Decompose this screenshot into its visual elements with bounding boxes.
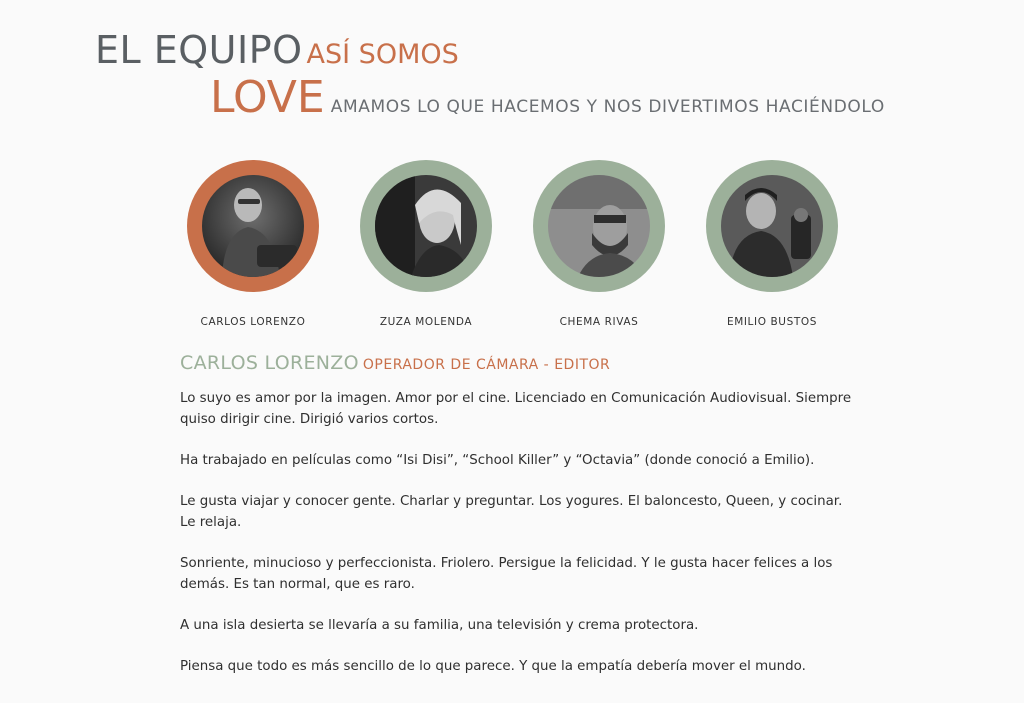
bio-paragraph: Sonriente, minucioso y perfeccionista. Friolero. Persigue la felicidad. Y le gusta hacer felices a los demás. Es tan normal, que es raro.	[180, 556, 833, 592]
profile-role: OPERADOR DE CÁMARA - EDITOR	[362, 357, 611, 373]
avatar-ring[interactable]	[706, 160, 838, 292]
member-name[interactable]: ZUZA MOLENDA	[379, 316, 473, 328]
member-name[interactable]: CARLOS LORENZO	[200, 316, 306, 328]
member-photo	[202, 175, 304, 277]
member-photo	[548, 175, 650, 277]
team-member-chema-rivas[interactable]	[509, 160, 689, 328]
team-member-emilio-bustos[interactable]	[682, 160, 862, 328]
team-member-zuza-molenda[interactable]	[336, 160, 516, 328]
bio-paragraph: Ha trabajado en películas como “Isi Disi”, “School Killer” y “Octavia” (donde conoció a Emilio).	[180, 453, 815, 468]
team-selector	[0, 160, 1024, 340]
avatar-ring[interactable]	[533, 160, 665, 292]
page-title: EL EQUIPO	[95, 28, 303, 72]
member-photo	[375, 175, 477, 277]
bio-paragraph: Le gusta viajar y conocer gente. Charlar y preguntar. Los yogures. El baloncesto, Queen, y cocinar. Le relaja.	[180, 494, 843, 530]
profile-name: CARLOS LORENZO	[180, 352, 359, 374]
member-name[interactable]: CHEMA RIVAS	[559, 316, 639, 328]
title-row	[95, 28, 459, 72]
tagline-row	[210, 72, 885, 123]
profile-bio	[180, 388, 860, 677]
page-subtitle: ASÍ SOMOS	[306, 39, 459, 70]
avatar-ring[interactable]	[187, 160, 319, 292]
bio-paragraph: A una isla desierta se llevaría a su familia, una televisión y crema protectora.	[180, 618, 699, 633]
avatar-ring[interactable]	[360, 160, 492, 292]
profile-heading	[180, 352, 860, 374]
member-name[interactable]: EMILIO BUSTOS	[726, 316, 818, 328]
tagline: AMAMOS LO QUE HACEMOS Y NOS DIVERTIMOS HACIÉNDOLO	[330, 97, 885, 117]
bio-paragraph: Lo suyo es amor por la imagen. Amor por el cine. Licenciado en Comunicación Audiovisual. Siempre quiso dirigir cine. Dirigió varios cortos.	[180, 391, 852, 427]
member-profile	[180, 352, 860, 697]
team-member-carlos-lorenzo[interactable]	[163, 160, 343, 328]
love-heading: LOVE	[210, 72, 325, 123]
page-header	[0, 0, 1024, 130]
member-photo	[721, 175, 823, 277]
bio-paragraph: Piensa que todo es más sencillo de lo que parece. Y que la empatía debería mover el mundo.	[180, 659, 806, 674]
